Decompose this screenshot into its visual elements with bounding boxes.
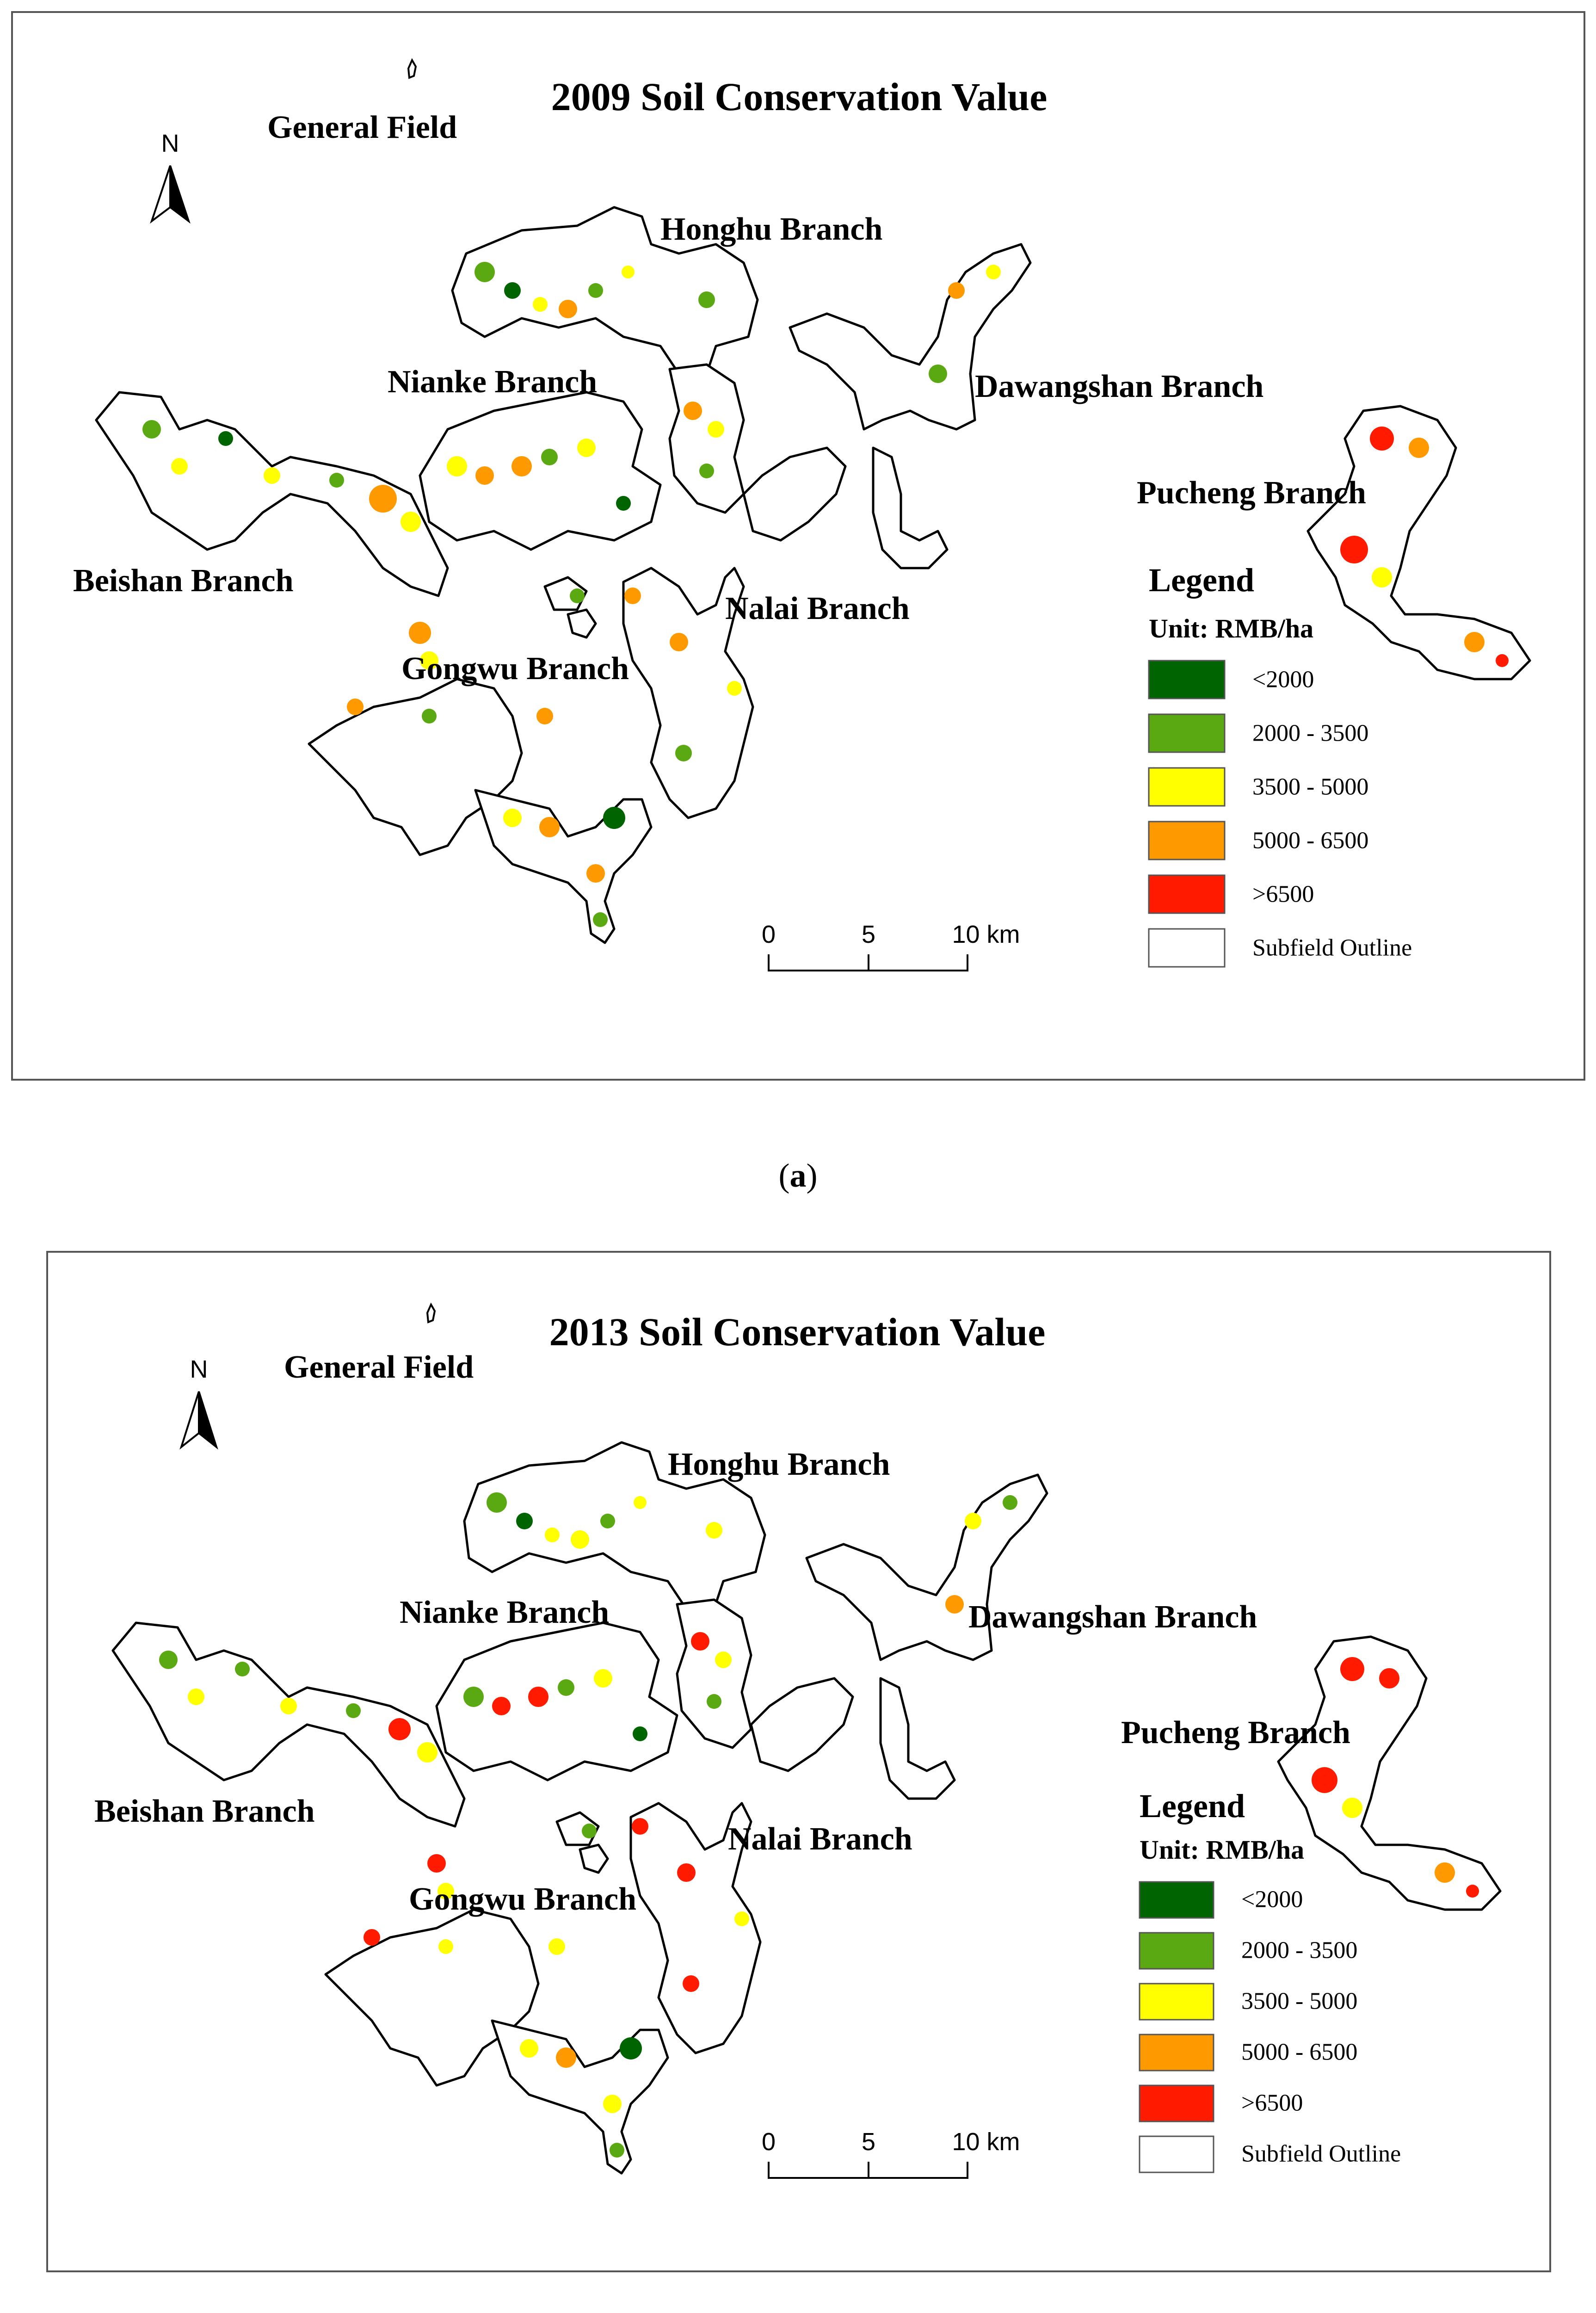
map-canvas-a xyxy=(13,13,1587,1082)
map-panel-b xyxy=(46,1251,1551,2272)
label-gongwu: Gongwu Branch xyxy=(401,651,629,686)
north-arrow-a xyxy=(152,130,189,221)
scale-tick-10: 10 km xyxy=(952,2128,1020,2156)
label-nalai: Nalai Branch xyxy=(728,1821,912,1857)
gongwu-south-outline xyxy=(475,790,651,943)
label-honghu: Honghu Branch xyxy=(660,211,883,247)
honghu-south-outline xyxy=(670,365,744,513)
legend-unit: Unit: RMB/ha xyxy=(1140,1835,1305,1865)
scale-tick-0: 0 xyxy=(761,2128,776,2156)
label-nianke: Nianke Branch xyxy=(388,364,598,400)
legend-label: 3500 - 5000 xyxy=(1241,1988,1358,2015)
north-arrow-b xyxy=(181,1355,216,1447)
label-pucheng: Pucheng Branch xyxy=(1137,475,1366,511)
general-field-outline xyxy=(408,60,416,78)
legend-swatch xyxy=(1149,714,1225,752)
legend-title: Legend xyxy=(1140,1787,1245,1824)
map-title: 2009 Soil Conservation Value xyxy=(551,74,1048,119)
legend-label: Subfield Outline xyxy=(1252,934,1412,961)
label-pucheng: Pucheng Branch xyxy=(1121,1715,1350,1750)
map-panel-a xyxy=(11,11,1585,1081)
caption-letter-a: a xyxy=(789,1157,807,1194)
legend-swatch xyxy=(1149,929,1225,967)
label-dawangshan: Dawangshan Branch xyxy=(975,369,1264,404)
legend-label: <2000 xyxy=(1252,666,1314,693)
honghu-south-outline xyxy=(677,1600,751,1748)
small-island-2-outline xyxy=(568,610,596,637)
legend-swatch xyxy=(1149,661,1225,699)
central-east-outline xyxy=(873,448,947,568)
legend-label: >6500 xyxy=(1252,881,1314,908)
legend-label: >6500 xyxy=(1241,2090,1303,2116)
label-nalai: Nalai Branch xyxy=(725,591,910,626)
label-beishan: Beishan Branch xyxy=(94,1794,315,1829)
label-general-field: General Field xyxy=(267,110,457,145)
legend-unit: Unit: RMB/ha xyxy=(1149,613,1314,643)
legend-swatch xyxy=(1140,2136,1214,2172)
map-title: 2013 Soil Conservation Value xyxy=(549,1310,1046,1354)
legend-label: 5000 - 6500 xyxy=(1241,2039,1358,2066)
legend-swatch xyxy=(1140,1882,1214,1918)
legend-swatch xyxy=(1149,768,1225,806)
scale-tick-10: 10 km xyxy=(952,921,1020,948)
label-nianke: Nianke Branch xyxy=(400,1595,610,1630)
legend-label: Subfield Outline xyxy=(1241,2140,1401,2167)
legend-label: 3500 - 5000 xyxy=(1252,773,1369,800)
label-dawangshan: Dawangshan Branch xyxy=(968,1599,1257,1635)
label-general-field: General Field xyxy=(284,1349,474,1385)
legend-title: Legend xyxy=(1149,562,1255,599)
scale-tick-5: 5 xyxy=(861,2128,876,2156)
general-field-outline xyxy=(427,1305,435,1322)
map-canvas-b xyxy=(48,1253,1553,2274)
central-south-outline xyxy=(751,1678,853,1771)
north-label: N xyxy=(161,130,179,157)
scale-tick-5: 5 xyxy=(861,921,876,948)
legend-label: 2000 - 3500 xyxy=(1241,1937,1358,1964)
gongwu-south-outline xyxy=(492,2021,668,2173)
label-gongwu: Gongwu Branch xyxy=(409,1881,637,1917)
scale-bar-a xyxy=(762,921,1020,971)
scale-bar-b xyxy=(762,2128,1020,2179)
legend-label: 5000 - 6500 xyxy=(1252,827,1369,854)
legend-label: 2000 - 3500 xyxy=(1252,720,1369,747)
legend-swatch xyxy=(1140,2035,1214,2071)
legend-label: <2000 xyxy=(1241,1886,1303,1913)
central-south-outline xyxy=(744,448,845,540)
central-east-outline xyxy=(881,1678,955,1799)
caption-a: (a) xyxy=(778,1157,818,1194)
label-honghu: Honghu Branch xyxy=(668,1447,890,1482)
legend-swatch xyxy=(1149,875,1225,913)
label-beishan: Beishan Branch xyxy=(73,563,294,599)
legend-swatch xyxy=(1140,1933,1214,1969)
north-label: N xyxy=(190,1355,208,1383)
legend-swatch xyxy=(1140,2085,1214,2121)
scale-tick-0: 0 xyxy=(761,921,776,948)
legend-swatch xyxy=(1140,1984,1214,2020)
small-island-2-outline xyxy=(580,1845,608,1873)
legend-swatch xyxy=(1149,822,1225,860)
